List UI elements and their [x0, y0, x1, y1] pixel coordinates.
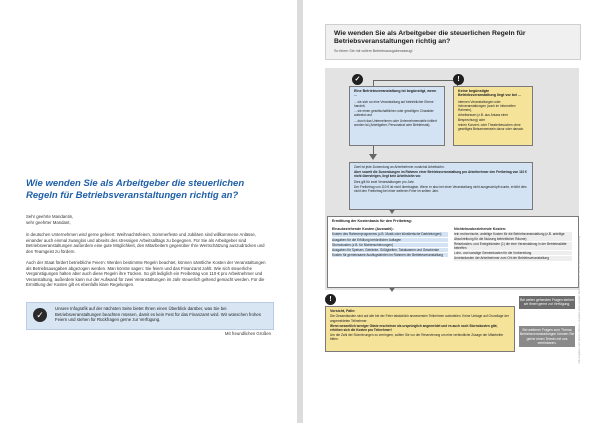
warning-icon: !: [453, 74, 464, 85]
box-invalid-event: [453, 86, 533, 146]
paragraph-2: Auch der Staat fördert betriebliche Feiern: Werden bestimmte Regeln beachtet, können sämtliche Kosten der Veranstaltungen als Betriebsausgaben abgezogen werden. Man könnte sagen: Sie feiern und das Finanzamt zahlt. Wie sich steuerliche Vergünstigungen halten aber auch diese Regeln ihre Tücken. So gilt lediglich ein Freibetrag von 110 € pro Arbeitnehmer und Veranstaltung, außerdem kann nur der Aufwand für zwei Veranstaltungen im Jahr steuerlich geltend gemacht werden. Für die Ermittlung der Kosten gilt es ebenfalls klare Regelungen.: [26, 260, 266, 288]
box-valid-item: ... sie einen gesellschaftlichen oder geselligen Charakter aufweist und: [354, 109, 434, 118]
infographic-title: Wie wenden Sie als Arbeitgeber die steuerlichen Regeln für Betriebsveranstaltungen richtig an?: [334, 30, 526, 45]
rule-item: Der Freibetrag von 110 € ist nicht übertragbar. Wenn er also bei einer Veranstaltung nicht ausgeschöpft wurde, erhöht dies nicht den Freibetrag bei einer weiteren Feier im selben Jahr.: [354, 184, 527, 194]
excluded-item: rein rechnerische, anteilige Kosten für die Betriebsveranstaltung (z.B. anteilige Abschreibung für die Nutzung betrieblicher Räume): [454, 232, 572, 240]
included-costs: [332, 227, 448, 257]
included-item: Ausgaben für Speisen, Getränke, Süßigkeiten, Tabakwaren und Geschenke: [332, 248, 448, 252]
box-valid-event: [349, 86, 445, 146]
excluded-costs: [454, 227, 572, 261]
infographic-subtitle: So feiern Sie mit vollem Betriebsausgabenabzug!: [334, 49, 413, 53]
arrow-down-icon: [369, 154, 377, 160]
caution-heading: Vorsicht, Falle:: [330, 309, 356, 313]
box-invalid-item: internen Veranstaltungen oder Infoveranstaltungen (auch im informellen Rahmen),: [458, 99, 516, 113]
callout-top: Bei weiter gehenden Fragen stehen wir Ihnen gerne zur Verfügung.: [519, 296, 575, 309]
checkmark-icon: ✓: [33, 308, 47, 322]
box-invalid-item: reinen Konzert- oder Theaterbesuchen ohne geselliges Beisammensein davor oder danach.: [458, 122, 525, 132]
rule-item: Dies gilt für zwei Veranstaltungen pro Jahr.: [354, 179, 415, 184]
paragraph-1: in deutschen Unternehmen wird gerne gefeiert: Weihnachtsfeiern, Sommerfeste und Jubiläen sind willkommene Anlässe, einander auch einmal zwanglos und abseits des stressigen Arbeitsalltags zu begegnen. Für Sie als Arbeitgeber sind Betriebsveranstaltungen außerdem eine gute Möglichkeit, den Mitarbeitern gegenüber Ihre Wertschätzung auszudrücken und den Teamgeist zu fördern.: [26, 232, 265, 254]
salutation-1: Sehr geehrte Mandantin,: [26, 214, 74, 219]
page-title: Wie wenden Sie als Arbeitgeber die steuerlichen Regeln für Betriebsveranstaltungen richtig an?: [26, 178, 245, 201]
closing: Mit freundlichen Grüßen: [224, 331, 271, 336]
excluded-item: Lohn- und sonstige Gemeinkosten für die Vorbereitung: [454, 251, 572, 255]
box-cost-base: [327, 216, 579, 288]
cost-base-heading: Ermittlung der Kostenbasis für den Freibetrag:: [332, 219, 412, 223]
caution-item: Die Gesamtkosten sind auf alle bei der Feier tatsächlich anwesenden Teilnehmer aufzuteilen. Keine Umlage auf Grundlage der angemeldeten Teilnehmer.: [330, 314, 509, 323]
caution-item: Um die Zahl der Stornierungen zu verringern, sollten Sie vor der Reservierung um eine verbindliche Zusage der Mitarbeiter bitten.: [330, 333, 504, 342]
rule-item: Aber soweit die Zuwendungen im Rahmen einer Betriebsveranstaltung pro Arbeitnehmer den Freibetrag von 110 € nicht übersteigen, liegt kein Arbeitslohn vor.: [354, 170, 527, 179]
box-valid-item: ... sie sich an eine Veranstaltung auf betrieblicher Ebene handelt,: [354, 99, 434, 109]
caution-item: Wenn wesentlich weniger Gäste erscheinen als ursprünglich angemeldet und es auch noch Stornokosten gibt, erhöhen sich die Kosten pro Teilnehmer!: [330, 323, 498, 333]
box-caution: [325, 306, 515, 352]
box-invalid-item: Arbeitsessen (z.B. aus Anlass einer Besprechung) oder: [458, 113, 509, 122]
box-valid-heading: Eine Betriebsveranstaltung ist begünstigt, wenn ...: [354, 89, 437, 98]
connector-top: [373, 80, 457, 81]
info-note-text: Unsere Infografik auf der nächsten Seite bietet Ihnen einen Überblick darüber, was Sie bei Betriebsveranstaltungen beachten müssen, damit es kein Fest für das Finanzamt wird. Wir wünschen frohes Feiern und stehen für Rückfragen gerne zur Verfügung.: [55, 306, 261, 323]
included-item: Kosten des Rahmenprogramms (z.B. Musik oder künstlerische Darbietungen): [332, 232, 448, 236]
infographic-header: [325, 24, 581, 60]
right-page: [303, 0, 600, 423]
box-invalid-heading: Keine begünstigte Betriebsveranstaltung liegt vor bei ...: [458, 89, 522, 98]
checkmark-icon: ✓: [352, 74, 363, 85]
warning-icon: !: [325, 294, 336, 305]
included-item: Ausgaben für die Erfüllung behördlicher Auflagen: [332, 238, 448, 242]
excluded-heading: Nichteinzubeziehende Kosten:: [454, 227, 507, 231]
salutation-2: sehr geehrter Mandant,: [26, 220, 71, 225]
included-item: Stornokosten (z.B. für Nichterscheinungen): [332, 243, 448, 247]
included-heading: Einzubeziehende Kosten (Auswahl):: [332, 227, 394, 231]
box-allowance-rules: [349, 162, 533, 210]
side-note: [578, 236, 584, 386]
info-note: [26, 302, 274, 330]
contact-callouts: [519, 296, 575, 384]
excluded-item: Reisekosten- und Energiekosten (1) die eine Veranstaltung in der Betriebsstätte betreffen: [454, 242, 572, 250]
box-valid-item: ... durch das Unternehmen oder Unternehmensteile initiiert worden ist (Arbeitgeber, Personalrat oder Betriebsrat).: [354, 118, 437, 127]
included-item: Kosten für gemeinsame Ausflugsfahrten im Rahmen der Betriebsveranstaltung: [332, 253, 448, 257]
excluded-item: Anreisekosten der Arbeitnehmer zum Ort der Betriebsveranstaltung: [454, 256, 572, 260]
rule-item: Zwei ist jede Zuwendung an Arbeitnehmer zunächst Arbeitslohn.: [354, 165, 445, 169]
left-page: [0, 0, 297, 423]
side-note-text: Alle Angaben nach bestem Wissen, Angaben ohne Gewähr. Illustration/Icons: Sie sich mithin Geschäftsführung: [578, 236, 581, 364]
callout-bottom: Bei weiteren Fragen zum Thema Betriebsveranstaltungen können Sie gerne einen Termin mit uns vereinbaren.: [519, 326, 575, 347]
